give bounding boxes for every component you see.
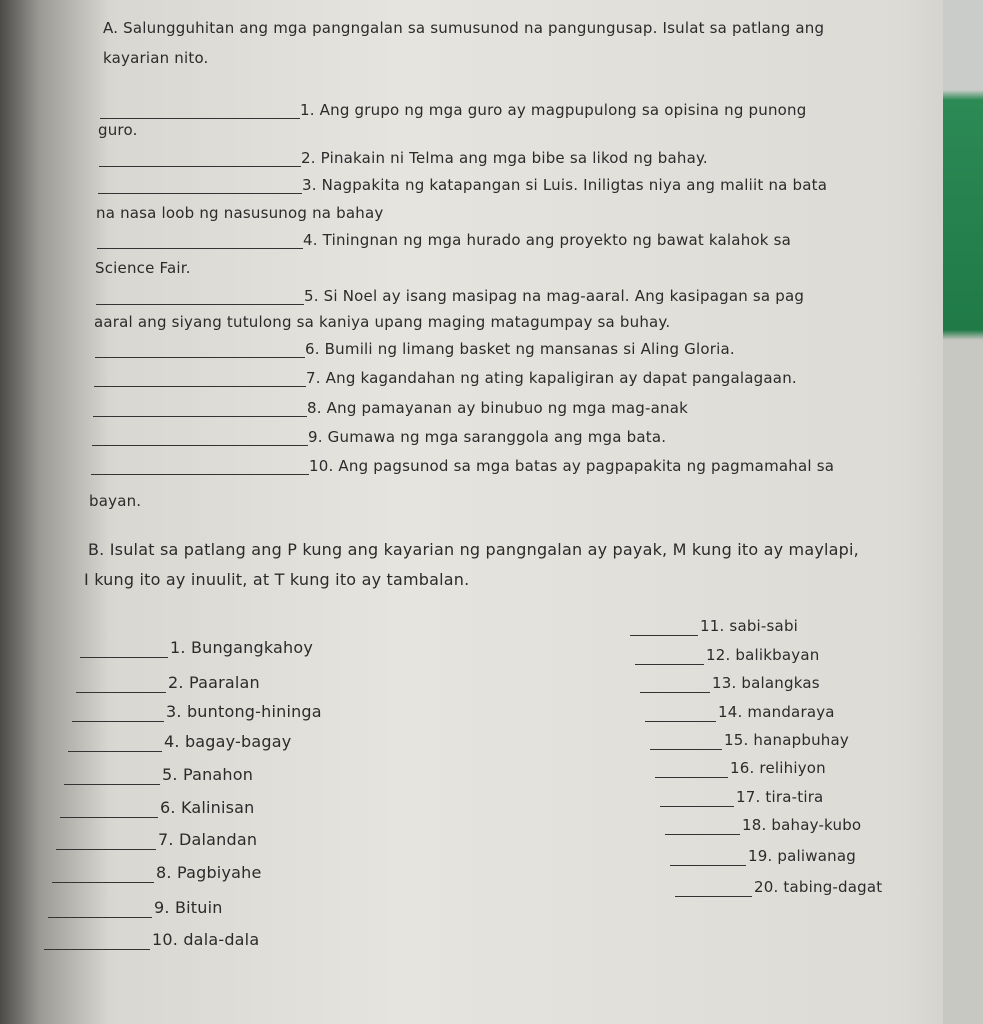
answer-blank[interactable] — [97, 248, 303, 249]
answer-blank[interactable] — [635, 664, 704, 665]
item-word: 19. paliwanag — [748, 847, 856, 865]
question-text-cont: bayan. — [89, 492, 142, 510]
item-word: 14. mandaraya — [718, 703, 835, 721]
question-text: 10. Ang pagsunod sa mga batas ay pagpapakita ng pagmamahal sa — [309, 457, 835, 475]
answer-blank[interactable] — [92, 445, 308, 446]
item-word: 18. bahay-kubo — [742, 816, 862, 834]
item-word: 2. Paaralan — [168, 673, 260, 692]
answer-blank[interactable] — [44, 949, 150, 950]
question-text: 7. Ang kagandahan ng ating kapaligiran ay dapat pangalagaan. — [306, 369, 797, 387]
question-text-cont: guro. — [98, 121, 138, 139]
question-text: 9. Gumawa ng mga saranggola ang mga bata. — [308, 428, 667, 446]
answer-blank[interactable] — [650, 749, 722, 750]
item-word: 9. Bituin — [154, 898, 223, 917]
answer-blank[interactable] — [48, 917, 152, 918]
item-word: 1. Bungangkahoy — [170, 638, 314, 657]
item-word: 11. sabi-sabi — [700, 617, 799, 635]
item-word: 6. Kalinisan — [160, 798, 255, 817]
question-text-cont: na nasa loob ng nasusunog na bahay — [96, 204, 384, 222]
question-text: 3. Nagpakita ng katapangan si Luis. Iniligtas niya ang maliit na bata — [302, 176, 828, 194]
answer-blank[interactable] — [630, 635, 698, 636]
item-word: 10. dala-dala — [152, 930, 260, 949]
part-a-instructions-cont: kayarian nito. — [103, 49, 209, 67]
item-word: 8. Pagbiyahe — [156, 863, 262, 882]
answer-blank[interactable] — [675, 896, 752, 897]
answer-blank[interactable] — [660, 806, 734, 807]
answer-blank[interactable] — [80, 657, 168, 658]
answer-blank[interactable] — [56, 849, 156, 850]
answer-blank[interactable] — [98, 193, 302, 194]
answer-blank[interactable] — [60, 817, 158, 818]
question-text: 6. Bumili ng limang basket ng mansanas si Aling Gloria. — [305, 340, 735, 358]
item-word: 4. bagay-bagay — [164, 732, 292, 751]
answer-blank[interactable] — [655, 777, 728, 778]
item-word: 15. hanapbuhay — [724, 731, 849, 749]
question-text: 5. Si Noel ay isang masipag na mag-aaral. Ang kasipagan sa pag — [304, 287, 805, 305]
answer-blank[interactable] — [96, 304, 304, 305]
part-a-instructions: A. Salungguhitan ang mga pangngalan sa sumusunod na pangungusap. Isulat sa patlang ang — [103, 19, 825, 37]
item-word: 5. Panahon — [162, 765, 254, 784]
part-b-instructions: B. Isulat sa patlang ang P kung ang kayarian ng pangngalan ay payak, M kung ito ay maylapi, — [88, 540, 859, 559]
question-text-cont: Science Fair. — [95, 259, 191, 277]
item-word: 3. buntong-hininga — [166, 702, 322, 721]
item-word: 13. balangkas — [712, 674, 820, 692]
question-text: 1. Ang grupo ng mga guro ay magpupulong sa opisina ng punong — [300, 101, 807, 119]
answer-blank[interactable] — [670, 865, 746, 866]
answer-blank[interactable] — [72, 721, 164, 722]
item-word: 17. tira-tira — [736, 788, 824, 806]
answer-blank[interactable] — [76, 692, 166, 693]
answer-blank[interactable] — [95, 357, 305, 358]
part-b-instructions-cont: I kung ito ay inuulit, at T kung ito ay tambalan. — [84, 570, 470, 589]
answer-blank[interactable] — [68, 751, 162, 752]
item-word: 12. balikbayan — [706, 646, 820, 664]
answer-blank[interactable] — [99, 166, 301, 167]
answer-blank[interactable] — [64, 784, 160, 785]
answer-blank[interactable] — [100, 118, 300, 119]
question-text: 4. Tiningnan ng mga hurado ang proyekto ng bawat kalahok sa — [303, 231, 792, 249]
answer-blank[interactable] — [645, 721, 716, 722]
answer-blank[interactable] — [640, 692, 710, 693]
question-text-cont: aaral ang siyang tutulong sa kaniya upang maging matagumpay sa buhay. — [94, 313, 671, 331]
answer-blank[interactable] — [94, 386, 306, 387]
item-word: 20. tabing-dagat — [754, 878, 883, 896]
item-word: 16. relihiyon — [730, 759, 826, 777]
item-word: 7. Dalandan — [158, 830, 258, 849]
question-text: 2. Pinakain ni Telma ang mga bibe sa likod ng bahay. — [301, 149, 708, 167]
question-text: 8. Ang pamayanan ay binubuo ng mga mag-anak — [307, 399, 689, 417]
answer-blank[interactable] — [665, 834, 740, 835]
answer-blank[interactable] — [93, 416, 307, 417]
answer-blank[interactable] — [91, 474, 309, 475]
answer-blank[interactable] — [52, 882, 154, 883]
